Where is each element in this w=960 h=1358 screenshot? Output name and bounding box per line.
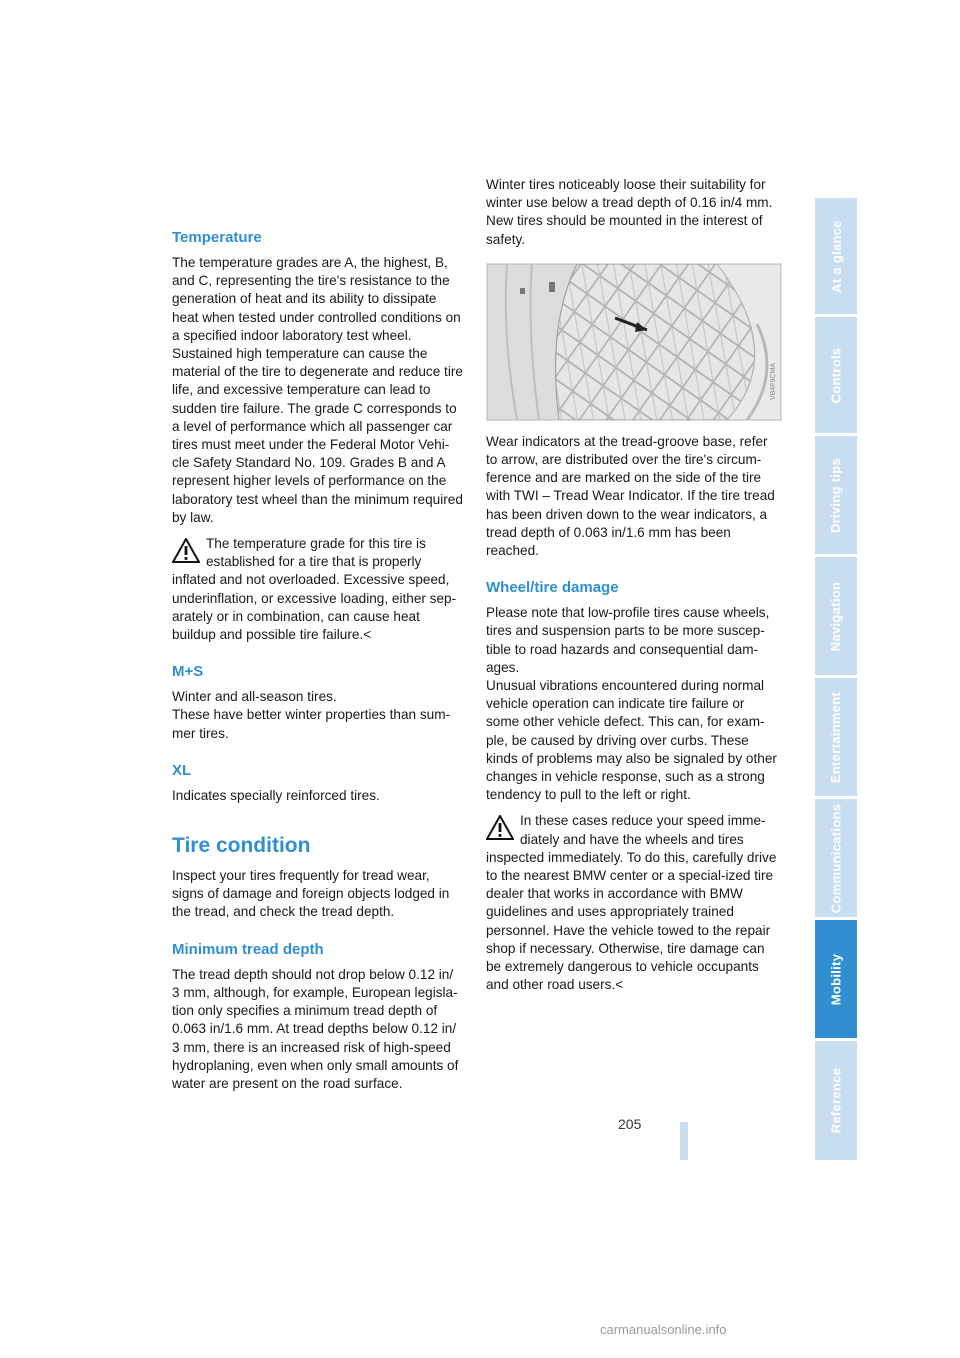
temperature-warning-lead: The temperature grade for this tire is established for a tire that is properly bbox=[206, 536, 426, 570]
xl-heading: XL bbox=[172, 761, 192, 779]
page-number-bar bbox=[680, 1122, 688, 1160]
chapter-sidebar bbox=[815, 198, 857, 1160]
warning-icon bbox=[172, 538, 200, 563]
tire-condition-heading: Tire condition bbox=[172, 834, 311, 858]
temperature-warning-rest: inflated and not overloaded. Excessive speed, underinflation, or excessive loading, either sep-arately or in combination, can cause heat buildup and possible tire failure.< bbox=[172, 572, 457, 643]
winter-text: Winter tires noticeably loose their suitability for winter use below a tread depth of 0.16 in/4 mm. New tires should be mounted in the interest of safety. bbox=[486, 177, 773, 247]
watermark: carmanualsonline.info bbox=[600, 1322, 727, 1337]
temperature-heading: Temperature bbox=[172, 229, 262, 246]
tab-reference[interactable] bbox=[815, 1041, 857, 1160]
figure-code: VB4F9CMA bbox=[770, 362, 777, 400]
tab-label: Reference bbox=[828, 1067, 844, 1134]
xl-text: Indicates specially reinforced tires. bbox=[172, 787, 380, 803]
tab-driving-tips[interactable] bbox=[815, 436, 857, 554]
tab-label: Controls bbox=[828, 347, 844, 403]
right-column bbox=[486, 176, 780, 995]
tab-at-a-glance[interactable] bbox=[815, 198, 857, 314]
damage-warning-rest: inspected immediately. To do this, carefully drive to the nearest BMW center or a special-ized tire dealer that works in accordance with BMW guidelines and uses appropriately trained personnel. Have the vehicle towed to the repair shop if necessary. Otherwise, tire damage can be extremely dangerous to vehicle occupants and other road users.< bbox=[486, 849, 777, 993]
ms-text-2: These have better winter properties than sum-mer tires. bbox=[172, 707, 451, 741]
tab-mobility[interactable] bbox=[815, 920, 857, 1038]
min-tread-text: The tread depth should not drop below 0.12 in/ 3 mm, although, for example, European legisla-tion only specifies a minimum tread depth of 0.063 in/1.6 mm. At tread depths below 0.12 in/ 3 mm, there is an increased risk of high-speed hydroplaning, even when only small amounts of water are present on the road surface. bbox=[172, 966, 459, 1091]
tab-label: Communications bbox=[828, 803, 844, 913]
warning-icon bbox=[486, 815, 514, 840]
tab-label: At a glance bbox=[828, 219, 844, 293]
temperature-text: The temperature grades are A, the highest, B, and C, representing the tire's resistance to the generation of heat and its ability to dissipate heat when tested under controlled conditions on a specified indoor laboratory test wheel. Sustained high temperature can cause the material of the tire to degenerate and reduce tire life, and excessive temperature can lead to sudden tire failure. The grade C corresponds to a level of performance which all passenger car tires must meet under the Federal Motor Vehi-cle Safety Standard No. 109. Grades B and A represent higher levels of performance on the laboratory test wheel than the minimum required by law. bbox=[172, 255, 463, 525]
tab-label: Entertainment bbox=[828, 691, 844, 783]
tab-communications[interactable] bbox=[815, 799, 857, 917]
damage-text-2: Unusual vibrations encountered during normal vehicle operation can indicate tire failure or some other vehicle defect. This can, for exam-ple, be caused by driving over curbs. These kinds of problems may also be signaled by other changes in vehicle response, such as a strong tendency to pull to the left or right. bbox=[486, 678, 777, 803]
page-number: 205 bbox=[618, 1116, 642, 1132]
min-tread-heading: Minimum tread depth bbox=[172, 940, 324, 958]
tire-illustration bbox=[487, 264, 781, 420]
tab-entertainment[interactable] bbox=[815, 678, 857, 796]
tab-label: Mobility bbox=[828, 953, 844, 1005]
damage-warning-lead: In these cases reduce your speed imme-diately and have the wheels and tires bbox=[520, 813, 766, 847]
left-column bbox=[172, 228, 464, 1093]
tire-condition-text: Inspect your tires frequently for tread wear, signs of damage and foreign objects lodged in the tread, and check the tread depth. bbox=[172, 868, 450, 920]
damage-warning bbox=[486, 812, 780, 994]
ms-text-1: Winter and all-season tires. bbox=[172, 689, 337, 705]
tab-label: Navigation bbox=[828, 581, 844, 651]
damage-text-1: Please note that low-profile tires cause wheels, tires and suspension parts to be more suscep-tible to road hazards and consequential dam-ages. bbox=[486, 605, 770, 675]
ms-heading: M+S bbox=[172, 663, 204, 681]
tab-controls[interactable] bbox=[815, 317, 857, 433]
tire-tread-figure bbox=[486, 263, 782, 421]
tab-label: Driving tips bbox=[828, 457, 844, 533]
temperature-warning bbox=[172, 535, 464, 644]
wear-text: Wear indicators at the tread-groove base, refer to arrow, are distributed over the tire's circum-ference and are marked on the side of the tire with TWI – Tread Wear Indicator. If the tire tread has been driven down to the wear indicators, a tread depth of 0.063 in/1.6 mm has been reached. bbox=[486, 433, 775, 559]
damage-heading: Wheel/tire damage bbox=[486, 579, 619, 597]
tab-navigation[interactable] bbox=[815, 557, 857, 675]
